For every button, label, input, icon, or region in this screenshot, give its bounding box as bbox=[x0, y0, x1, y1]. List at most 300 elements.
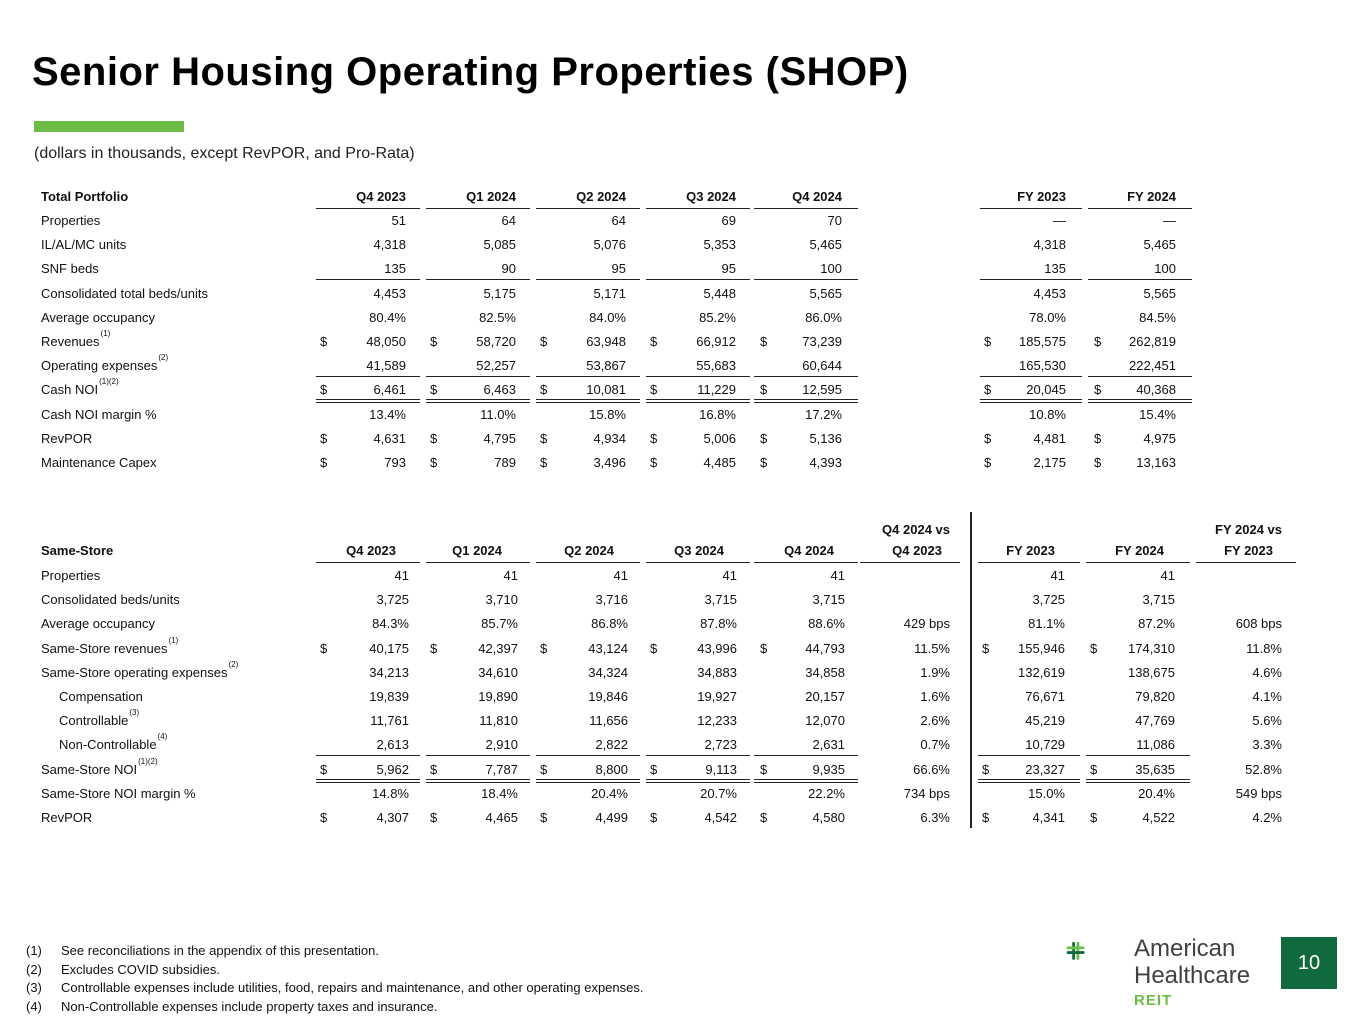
currency-symbol: $ bbox=[1090, 761, 1098, 777]
table-cell: 11,656 bbox=[589, 713, 628, 729]
currency-symbol: $ bbox=[1090, 810, 1098, 825]
separator-line bbox=[754, 779, 858, 780]
column-header: Q4 2023 bbox=[346, 543, 396, 558]
column-header: Q4 2024 bbox=[784, 543, 834, 558]
table-cell: 135 bbox=[1044, 261, 1066, 277]
total-header-label: Total Portfolio bbox=[41, 189, 129, 204]
table-cell: 4,934 bbox=[593, 430, 626, 446]
table-cell: 549 bps bbox=[1235, 785, 1282, 801]
separator-line bbox=[316, 376, 420, 377]
table-cell: 100 bbox=[1154, 261, 1176, 277]
table-cell: 262,819 bbox=[1129, 334, 1176, 349]
table-cell: 51 bbox=[391, 213, 406, 228]
currency-symbol: $ bbox=[320, 382, 328, 398]
table-cell: — bbox=[1053, 213, 1066, 228]
table-cell: 4,795 bbox=[483, 430, 516, 446]
table-cell: 84.3% bbox=[372, 616, 409, 632]
separator-line bbox=[1086, 562, 1190, 563]
table-cell: 35,635 bbox=[1135, 761, 1175, 777]
table-row bbox=[0, 782, 1300, 806]
table-cell: 6.3% bbox=[920, 810, 950, 825]
table-cell: 12,233 bbox=[697, 713, 737, 729]
table-cell: 6,461 bbox=[373, 382, 406, 398]
table-row bbox=[0, 403, 1300, 427]
currency-symbol: $ bbox=[540, 430, 548, 446]
currency-symbol: $ bbox=[650, 334, 658, 349]
currency-symbol: $ bbox=[760, 640, 768, 656]
table-cell: 19,927 bbox=[697, 689, 737, 704]
table-cell: 9,935 bbox=[812, 761, 845, 777]
currency-symbol: $ bbox=[760, 382, 768, 398]
separator-line bbox=[1088, 279, 1192, 280]
footnote: (4) Non-Controllable expenses include property taxes and insurance. bbox=[26, 998, 438, 1014]
separator-line bbox=[646, 562, 750, 563]
table-cell: 4,318 bbox=[1033, 237, 1066, 253]
column-header: FY 2023 bbox=[1224, 543, 1273, 558]
table-cell: 4.6% bbox=[1252, 664, 1282, 680]
currency-symbol: $ bbox=[650, 810, 658, 825]
footnote: (2) Excludes COVID subsidies. bbox=[26, 961, 220, 977]
table-cell: 70 bbox=[827, 213, 842, 228]
column-header: Q4 2023 bbox=[356, 189, 406, 204]
separator-line bbox=[978, 562, 1080, 563]
same-header-label: Same-Store bbox=[41, 543, 114, 558]
currency-symbol: $ bbox=[760, 455, 768, 470]
table-cell: 4,542 bbox=[704, 810, 737, 825]
table-cell: 95 bbox=[721, 261, 736, 277]
currency-symbol: $ bbox=[650, 640, 658, 656]
column-header-top: Q4 2024 vs bbox=[882, 522, 950, 537]
table-cell: 47,769 bbox=[1135, 713, 1175, 729]
currency-symbol: $ bbox=[650, 761, 658, 777]
table-row bbox=[0, 282, 1300, 306]
table-row bbox=[0, 354, 1300, 378]
page-subtitle: (dollars in thousands, except RevPOR, and Pro-Rata) bbox=[34, 145, 415, 162]
table-cell: 41 bbox=[1160, 568, 1175, 583]
table-cell: 429 bps bbox=[903, 616, 950, 632]
total-header-row bbox=[0, 185, 1300, 209]
table-cell: 2,175 bbox=[1033, 455, 1066, 470]
table-cell: 20.4% bbox=[1138, 785, 1175, 801]
currency-symbol: $ bbox=[760, 334, 768, 349]
column-header: Q4 2024 bbox=[792, 189, 842, 204]
logo-wordmark: American Healthcare bbox=[1134, 935, 1251, 989]
currency-symbol: $ bbox=[1094, 334, 1102, 349]
separator-line bbox=[646, 779, 750, 780]
currency-symbol: $ bbox=[320, 761, 328, 777]
table-cell: 34,858 bbox=[805, 664, 845, 680]
table-row bbox=[0, 257, 1300, 281]
separator-line bbox=[1088, 399, 1192, 400]
separator-line bbox=[536, 376, 640, 377]
separator-line bbox=[426, 755, 530, 756]
table-cell: 4,393 bbox=[809, 455, 842, 470]
currency-symbol: $ bbox=[430, 334, 438, 349]
logo-reit: REIT bbox=[1134, 992, 1173, 1009]
table-cell: 41 bbox=[394, 568, 409, 583]
table-cell: 88.6% bbox=[808, 616, 845, 632]
table-cell: 42,397 bbox=[478, 640, 518, 656]
separator-line bbox=[316, 755, 420, 756]
table-cell: 10,081 bbox=[586, 382, 626, 398]
table-row bbox=[0, 427, 1300, 451]
same-header-top-row bbox=[0, 518, 1300, 542]
separator-line bbox=[860, 562, 960, 563]
currency-symbol: $ bbox=[1094, 430, 1102, 446]
table-cell: 18.4% bbox=[481, 785, 518, 801]
table-cell: 5,565 bbox=[1143, 285, 1176, 301]
table-cell: 3,725 bbox=[1032, 592, 1065, 608]
table-cell: 4,465 bbox=[485, 810, 518, 825]
separator-line bbox=[980, 279, 1082, 280]
table-cell: 11.5% bbox=[914, 640, 950, 656]
table-row bbox=[0, 451, 1300, 475]
column-header: Q3 2024 bbox=[674, 543, 724, 558]
currency-symbol: $ bbox=[650, 455, 658, 470]
table-cell: 86.0% bbox=[805, 309, 842, 325]
table-cell: 87.8% bbox=[700, 616, 737, 632]
separator-line bbox=[754, 562, 858, 563]
table-cell: 4,307 bbox=[376, 810, 409, 825]
separator-line bbox=[754, 376, 858, 377]
currency-symbol: $ bbox=[320, 640, 328, 656]
table-cell: 64 bbox=[501, 213, 516, 228]
row-label: Cash $NOI^{(1)(2)}$ bbox=[41, 377, 119, 398]
table-cell: 789 bbox=[494, 455, 516, 470]
table-cell: 66.6% bbox=[913, 761, 950, 777]
table-cell: 20.7% bbox=[700, 785, 737, 801]
table-row bbox=[0, 588, 1300, 612]
footnotes bbox=[26, 942, 643, 1016]
plus-cross-logo-icon bbox=[1066, 940, 1128, 1002]
separator-line bbox=[426, 279, 530, 280]
table-cell: 15.8% bbox=[589, 406, 626, 422]
table-cell: 11.0% bbox=[480, 406, 516, 422]
row-label: Consolidated total beds/units bbox=[41, 285, 208, 301]
table-cell: 15.0% bbox=[1028, 785, 1065, 801]
table-cell: 6,463 bbox=[483, 382, 516, 398]
column-header: Q1 2024 bbox=[452, 543, 502, 558]
currency-symbol: $ bbox=[540, 761, 548, 777]
column-header: Q2 2024 bbox=[576, 189, 626, 204]
table-cell: 5.6% bbox=[1252, 713, 1282, 729]
separator-line bbox=[1088, 376, 1192, 377]
table-cell: 80.4% bbox=[369, 309, 406, 325]
table-cell: 53,867 bbox=[586, 358, 626, 374]
table-cell: 19,839 bbox=[369, 689, 409, 704]
table-cell: 20.4% bbox=[591, 785, 628, 801]
table-cell: 5,076 bbox=[593, 237, 626, 253]
table-cell: 15.4% bbox=[1139, 406, 1176, 422]
page-title: Senior Housing Operating Properties (SHOP) bbox=[32, 50, 909, 94]
table-cell: 52.8% bbox=[1245, 761, 1282, 777]
currency-symbol: $ bbox=[540, 455, 548, 470]
table-cell: 85.7% bbox=[481, 616, 518, 632]
table-cell: 19,890 bbox=[478, 689, 518, 704]
table-cell: 4,975 bbox=[1143, 430, 1176, 446]
table-cell: 5,353 bbox=[703, 237, 736, 253]
table-cell: 2.6% bbox=[920, 713, 950, 729]
table-cell: 222,451 bbox=[1129, 358, 1176, 374]
table-cell: 2,910 bbox=[485, 737, 518, 753]
table-cell: 34,213 bbox=[369, 664, 409, 680]
separator-line bbox=[316, 779, 420, 780]
table-cell: 11.8% bbox=[1246, 640, 1282, 656]
separator-line bbox=[980, 399, 1082, 400]
table-cell: 5,448 bbox=[703, 285, 736, 301]
table-cell: 20,045 bbox=[1026, 382, 1066, 398]
table-cell: 4,318 bbox=[373, 237, 406, 253]
table-cell: 95 bbox=[611, 261, 626, 277]
currency-symbol: $ bbox=[984, 455, 992, 470]
table-cell: 734 bps bbox=[903, 785, 950, 801]
table-cell: 69 bbox=[721, 213, 736, 228]
table-cell: 2,631 bbox=[812, 737, 845, 753]
table-cell: 13,163 bbox=[1136, 455, 1176, 470]
column-header: FY 2024 bbox=[1115, 543, 1164, 558]
row-label: Average occupancy bbox=[41, 309, 155, 325]
separator-line bbox=[754, 755, 858, 756]
table-cell: 66,912 bbox=[696, 334, 736, 349]
currency-symbol: $ bbox=[430, 382, 438, 398]
table-cell: 3,715 bbox=[704, 592, 737, 608]
table-cell: 41 bbox=[613, 568, 628, 583]
table-cell: 4,485 bbox=[703, 455, 736, 470]
table-cell: 13.4% bbox=[369, 406, 406, 422]
table-cell: 19,846 bbox=[588, 689, 628, 704]
separator-line bbox=[978, 755, 1080, 756]
table-cell: 4.2% bbox=[1252, 810, 1282, 825]
table-cell: 34,610 bbox=[478, 664, 518, 680]
table-cell: 4,580 bbox=[812, 810, 845, 825]
currency-symbol: $ bbox=[430, 430, 438, 446]
table-cell: 41 bbox=[503, 568, 518, 583]
table-cell: 41 bbox=[1050, 568, 1065, 583]
table-cell: 11,229 bbox=[697, 382, 736, 398]
separator-line bbox=[646, 399, 750, 400]
currency-symbol: $ bbox=[760, 810, 768, 825]
table-cell: 4,631 bbox=[373, 430, 406, 446]
currency-symbol: $ bbox=[430, 455, 438, 470]
table-cell: 2,613 bbox=[376, 737, 409, 753]
separator-line bbox=[1196, 562, 1296, 563]
separator-line bbox=[1086, 779, 1190, 780]
table-cell: 48,050 bbox=[366, 334, 406, 349]
table-cell: 41 bbox=[722, 568, 737, 583]
table-cell: 14.8% bbox=[372, 785, 409, 801]
table-cell: 73,239 bbox=[802, 334, 842, 349]
table-cell: 5,085 bbox=[483, 237, 516, 253]
table-cell: 132,619 bbox=[1018, 664, 1065, 680]
table-cell: 85.2% bbox=[699, 309, 736, 325]
row-label: Properties bbox=[41, 568, 101, 583]
table-row bbox=[0, 564, 1300, 588]
currency-symbol: $ bbox=[982, 640, 990, 656]
table-cell: 138,675 bbox=[1128, 664, 1175, 680]
table-cell: 2,723 bbox=[704, 737, 737, 753]
row-label: RevPOR bbox=[41, 810, 93, 825]
table-cell: 0.7% bbox=[920, 737, 950, 753]
table-cell: 1.9% bbox=[920, 664, 950, 680]
table-cell: 3.3% bbox=[1252, 737, 1282, 753]
row-label: Same-Store operating expenses$^{(2)}$ bbox=[41, 659, 239, 680]
table-cell: 81.1% bbox=[1028, 616, 1065, 632]
table-cell: 608 bps bbox=[1235, 616, 1282, 632]
table-cell: 22.2% bbox=[808, 785, 845, 801]
table-cell: 5,136 bbox=[809, 430, 842, 446]
currency-symbol: $ bbox=[540, 382, 548, 398]
separator-line bbox=[536, 755, 640, 756]
table-cell: 100 bbox=[820, 261, 842, 277]
table-cell: 5,962 bbox=[376, 761, 409, 777]
table-cell: 84.5% bbox=[1139, 309, 1176, 325]
table-cell: 41,589 bbox=[366, 358, 406, 374]
separator-line bbox=[980, 376, 1082, 377]
separator-line bbox=[316, 279, 420, 280]
currency-symbol: $ bbox=[650, 430, 658, 446]
table-cell: 1.6% bbox=[920, 689, 950, 704]
table-cell: 793 bbox=[384, 455, 406, 470]
footnote: (3) Controllable expenses include utilities, food, repairs and maintenance, and other operating expenses. bbox=[26, 980, 644, 995]
table-cell: 4,499 bbox=[595, 810, 628, 825]
table-row bbox=[0, 806, 1300, 830]
currency-symbol: $ bbox=[540, 640, 548, 656]
row-label: Average occupancy bbox=[41, 616, 155, 632]
table-cell: 63,948 bbox=[586, 334, 626, 349]
row-label: SNF beds bbox=[41, 261, 99, 277]
row-label: Same-Store revenues$^{(1)}$ bbox=[41, 635, 179, 656]
table-cell: 76,671 bbox=[1025, 689, 1065, 704]
row-label: RevPOR bbox=[41, 430, 93, 446]
separator-line bbox=[426, 562, 530, 563]
column-header: FY 2023 bbox=[1006, 543, 1055, 558]
table-cell: 20,157 bbox=[805, 689, 845, 704]
separator-line bbox=[536, 562, 640, 563]
table-cell: 135 bbox=[384, 261, 406, 277]
table-row bbox=[0, 330, 1300, 354]
table-cell: 79,820 bbox=[1135, 689, 1175, 704]
currency-symbol: $ bbox=[430, 810, 438, 825]
separator-line bbox=[316, 399, 420, 400]
table-cell: 11,761 bbox=[370, 713, 409, 729]
table-row bbox=[0, 306, 1300, 330]
table-cell: 4,522 bbox=[1142, 810, 1175, 825]
row-label: Properties bbox=[41, 213, 101, 228]
table-cell: 155,946 bbox=[1018, 640, 1065, 656]
table-row bbox=[0, 612, 1300, 636]
table-cell: 86.8% bbox=[591, 616, 628, 632]
row-label: Controllable$^{(3)}$ bbox=[59, 708, 140, 729]
table-cell: 40,368 bbox=[1136, 382, 1176, 398]
currency-symbol: $ bbox=[430, 761, 438, 777]
row-label: Compensation bbox=[59, 689, 143, 704]
table-cell: 58,720 bbox=[476, 334, 516, 349]
separator-line bbox=[536, 399, 640, 400]
table-cell: 78.0% bbox=[1029, 309, 1066, 325]
separator-line bbox=[426, 376, 530, 377]
table-cell: 55,683 bbox=[696, 358, 736, 374]
currency-symbol: $ bbox=[982, 810, 990, 825]
separator-line bbox=[978, 779, 1080, 780]
row-label: Same-Store NOI margin % bbox=[41, 785, 196, 801]
column-header: FY 2024 bbox=[1127, 189, 1176, 204]
separator-line bbox=[426, 779, 530, 780]
table-cell: 8,800 bbox=[595, 761, 628, 777]
separator-line bbox=[646, 376, 750, 377]
table-cell: 3,715 bbox=[812, 592, 845, 608]
column-header: Q2 2024 bbox=[564, 543, 614, 558]
currency-symbol: $ bbox=[1090, 640, 1098, 656]
row-label: Maintenance Capex bbox=[41, 455, 157, 470]
currency-symbol: $ bbox=[650, 382, 658, 398]
separator-line bbox=[646, 279, 750, 280]
table-cell: 82.5% bbox=[479, 309, 516, 325]
separator-line bbox=[316, 562, 420, 563]
table-cell: 87.2% bbox=[1138, 616, 1175, 632]
row-label: Consolidated beds/units bbox=[41, 592, 180, 608]
table-row bbox=[0, 233, 1300, 257]
table-cell: 11,810 bbox=[479, 713, 518, 729]
title-accent-bar bbox=[34, 121, 184, 132]
table-cell: 90 bbox=[501, 261, 516, 277]
table-cell: 185,575 bbox=[1019, 334, 1066, 349]
separator-line bbox=[536, 779, 640, 780]
table-cell: 43,996 bbox=[697, 640, 737, 656]
column-header: Q3 2024 bbox=[686, 189, 736, 204]
table-cell: 5,565 bbox=[809, 285, 842, 301]
table-cell: 17.2% bbox=[805, 406, 842, 422]
separator-line bbox=[426, 399, 530, 400]
table-cell: 4,341 bbox=[1032, 810, 1065, 825]
table-cell: 5,006 bbox=[703, 430, 736, 446]
table-cell: 84.0% bbox=[589, 309, 626, 325]
table-row bbox=[0, 637, 1300, 661]
page-number-badge: 10 bbox=[1281, 937, 1337, 989]
table-cell: 4.1% bbox=[1252, 689, 1282, 704]
table-cell: 11,086 bbox=[1136, 737, 1175, 753]
currency-symbol: $ bbox=[1094, 382, 1102, 398]
table-cell: 10.8% bbox=[1029, 406, 1066, 422]
table-cell: 10,729 bbox=[1025, 737, 1065, 753]
table-cell: 5,465 bbox=[1143, 237, 1176, 253]
column-header: Q4 2023 bbox=[892, 543, 942, 558]
table-row bbox=[0, 709, 1300, 733]
table-cell: 34,883 bbox=[697, 664, 737, 680]
table-cell: 165,530 bbox=[1019, 358, 1066, 374]
table-cell: 5,465 bbox=[809, 237, 842, 253]
row-label: Cash NOI margin % bbox=[41, 406, 157, 422]
table-cell: 23,327 bbox=[1025, 761, 1065, 777]
table-cell: 5,171 bbox=[593, 285, 626, 301]
table-cell: 3,715 bbox=[1142, 592, 1175, 608]
separator-line bbox=[646, 755, 750, 756]
row-label: Revenues$^{(1)}$ bbox=[41, 329, 111, 349]
table-cell: 3,496 bbox=[593, 455, 626, 470]
table-cell: 2,822 bbox=[595, 737, 628, 753]
currency-symbol: $ bbox=[540, 810, 548, 825]
table-cell: 4,481 bbox=[1033, 430, 1066, 446]
currency-symbol: $ bbox=[760, 761, 768, 777]
table-cell: 12,070 bbox=[805, 713, 845, 729]
currency-symbol: $ bbox=[320, 455, 328, 470]
row-label: Operating expenses$^{(2)}$ bbox=[41, 353, 169, 374]
table-row bbox=[0, 685, 1300, 709]
currency-symbol: $ bbox=[320, 810, 328, 825]
table-cell: 44,793 bbox=[805, 640, 845, 656]
column-header: Q1 2024 bbox=[466, 189, 516, 204]
table-cell: 64 bbox=[611, 213, 626, 228]
table-cell: 41 bbox=[830, 568, 845, 583]
